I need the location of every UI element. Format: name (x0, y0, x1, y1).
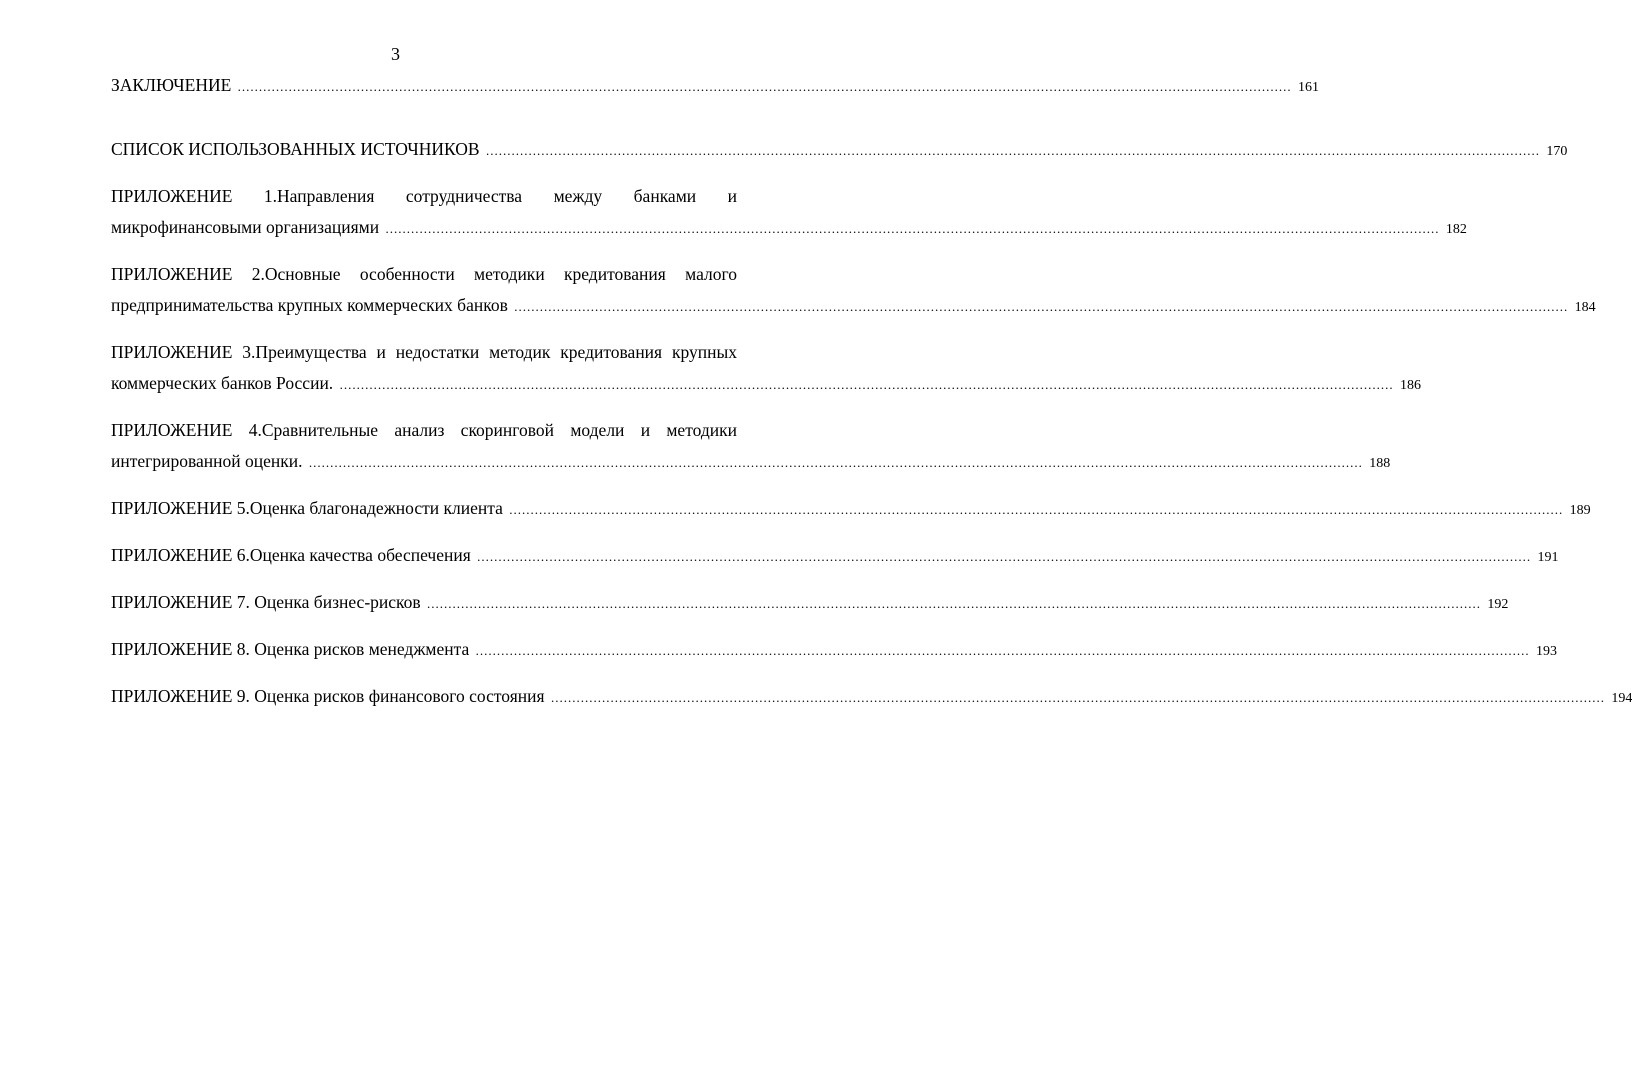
toc-entry-appendix-5[interactable] (111, 493, 1591, 526)
toc-entry-page: 192 (1487, 597, 1509, 612)
dot-leader (385, 221, 1439, 236)
table-of-contents (111, 70, 1632, 714)
toc-entry-conclusion[interactable] (111, 70, 1320, 103)
dot-leader (486, 143, 1540, 158)
toc-entry-title: ПРИЛОЖЕНИЕ 6.Оценка качества обеспечения (111, 545, 471, 565)
toc-entry-title: ПРИЛОЖЕНИЕ 9. Оценка рисков финансового состояния (111, 686, 545, 706)
toc-entry-page: 170 (1546, 144, 1568, 159)
dot-leader (551, 690, 1605, 705)
toc-entry-title: микрофинансовыми организациями (111, 217, 380, 237)
page-number: 3 (391, 44, 400, 64)
toc-entry-page: 161 (1298, 80, 1320, 95)
toc-entry-appendix-1[interactable] (111, 181, 1467, 245)
toc-entry-appendix-7[interactable] (111, 587, 1509, 620)
toc-entry-title: интегрированной оценки. (111, 451, 303, 471)
toc-entry-title-first-line: ПРИЛОЖЕНИЕ 1.Направления сотрудничества между банками и (111, 186, 737, 206)
dot-leader (509, 502, 1563, 517)
dot-leader (238, 79, 1292, 94)
toc-entry-appendix-2[interactable] (111, 259, 1596, 323)
toc-entry-page: 184 (1574, 300, 1596, 315)
toc-entry-page: 191 (1537, 550, 1559, 565)
toc-entry-page: 193 (1536, 644, 1558, 659)
toc-entry-title: ЗАКЛЮЧЕНИЕ (111, 75, 232, 95)
toc-entry-page: 182 (1445, 222, 1467, 237)
toc-entry-page: 188 (1369, 456, 1391, 471)
toc-entry-title: ПРИЛОЖЕНИЕ 8. Оценка рисков менеджмента (111, 639, 470, 659)
dot-leader (427, 596, 1481, 611)
toc-entry-title: коммерческих банков России. (111, 373, 334, 393)
toc-entry-title: СПИСОК ИСПОЛЬЗОВАННЫХ ИСТОЧНИКОВ (111, 139, 480, 159)
dot-leader (477, 549, 1531, 564)
toc-entry-title: ПРИЛОЖЕНИЕ 7. Оценка бизнес-рисков (111, 592, 421, 612)
toc-entry-page: 194 (1611, 691, 1632, 706)
dot-leader (476, 643, 1530, 658)
toc-entry-title-first-line: ПРИЛОЖЕНИЕ 3.Преимущества и недостатки методик кредитования крупных (111, 342, 737, 362)
toc-entry-title-first-line: ПРИЛОЖЕНИЕ 4.Сравнительные анализ скоринговой модели и методики (111, 420, 737, 440)
dot-leader (514, 299, 1568, 314)
toc-entry-appendix-9[interactable] (111, 681, 1632, 714)
toc-entry-title-first-line: ПРИЛОЖЕНИЕ 2.Основные особенности методики кредитования малого (111, 264, 737, 284)
dot-leader (309, 455, 1363, 470)
toc-entry-appendix-3[interactable] (111, 337, 1421, 401)
toc-entry-page: 189 (1569, 503, 1591, 518)
toc-entry-appendix-4[interactable] (111, 415, 1391, 479)
dot-leader (340, 377, 1394, 392)
toc-entry-page: 186 (1399, 378, 1421, 393)
toc-entry-title: ПРИЛОЖЕНИЕ 5.Оценка благонадежности клиента (111, 498, 503, 518)
toc-entry-appendix-8[interactable] (111, 634, 1558, 667)
toc-entry-appendix-6[interactable] (111, 540, 1559, 573)
toc-entry-sources[interactable] (111, 134, 1568, 167)
toc-entry-title: предпринимательства крупных коммерческих банков (111, 295, 508, 315)
